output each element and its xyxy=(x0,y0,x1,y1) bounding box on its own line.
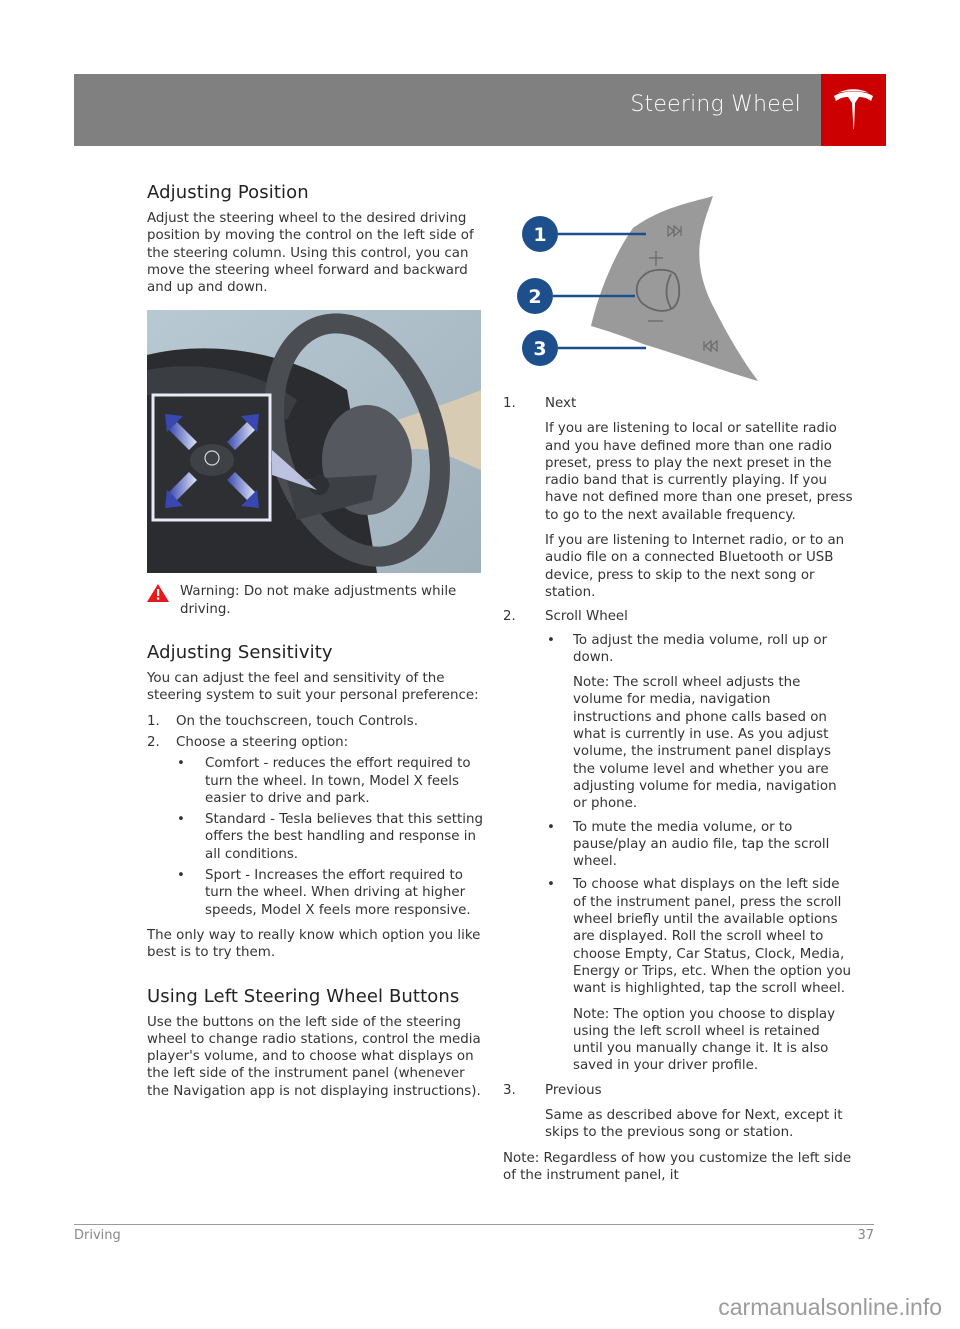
watermark: carmanualsonline.info xyxy=(718,1294,942,1320)
list-item-scroll-wheel xyxy=(503,608,853,625)
list-item xyxy=(147,734,487,751)
bullet-icon: • xyxy=(177,812,185,828)
list-item-next xyxy=(503,395,853,412)
list-text: Choose a steering option: xyxy=(176,734,349,750)
previous-para: Same as described above for Next, except it skips to the previous song or station. xyxy=(545,1107,843,1141)
list-number: 1. xyxy=(503,396,516,411)
tesla-logo-icon xyxy=(821,74,886,146)
steering-column-adjust-illustration xyxy=(147,310,481,573)
list-item-comfort xyxy=(147,755,487,807)
warning-text: Warning: Do not make adjustments while driving. xyxy=(180,584,457,617)
bullet-icon: • xyxy=(177,868,185,884)
button-panel-shape xyxy=(591,196,758,381)
note-text: Note: The scroll wheel adjusts the volume for media, navigation instructions and phone calls based on what is currently in use. As you adjust volume, the instrument panel displays the volume level and whether you are adjusting volume for media, navigation or phone. xyxy=(573,675,837,812)
option-text: Sport - Increases the effort required to turn the wheel. When driving at higher speeds, Model X feels more responsive. xyxy=(205,868,471,918)
bullet-icon: • xyxy=(547,632,555,648)
callout-2-badge xyxy=(517,278,553,314)
bullet-icon: • xyxy=(177,756,185,772)
page-header-bar xyxy=(74,74,821,146)
callout-1-badge xyxy=(522,216,558,252)
list-item-standard xyxy=(147,811,487,863)
bullet-text: To choose what displays on the left side of the instrument panel, press the scroll wheel briefly until the available options are displayed. Roll the scroll wheel to choose Empty, Car Status, Clock, Media, Energy or Trips, etc. When the option you want is highlighted, tap the scroll wheel. xyxy=(573,877,852,997)
list-number: 1. xyxy=(147,713,160,729)
footer-section-label: Driving xyxy=(74,1228,121,1243)
steering-illustration-icon xyxy=(147,310,481,573)
option-text: Standard - Tesla believes that this setting offers the best handling and response in all conditions. xyxy=(205,812,483,862)
list-item-sport xyxy=(147,867,487,919)
page-title: Steering Wheel xyxy=(630,92,801,117)
list-number: 2. xyxy=(147,734,160,750)
list-number: 3. xyxy=(503,1082,516,1098)
section-heading-left-buttons: Using Left Steering Wheel Buttons xyxy=(147,985,460,1007)
right-column xyxy=(503,182,853,1184)
section-heading-adjusting-sensitivity: Adjusting Sensitivity xyxy=(147,642,333,664)
list-title: Previous xyxy=(545,1082,602,1098)
warning-callout xyxy=(147,583,487,618)
sensitivity-closing: The only way to really know which option you like best is to try them. xyxy=(147,927,481,961)
left-column xyxy=(147,182,487,1100)
steering-options-list xyxy=(147,755,487,919)
list-number: 2. xyxy=(503,609,516,625)
note-text: Note: The option you choose to display using the left scroll wheel is retained until you manually change it. It is also saved in your driver profile. xyxy=(573,1006,836,1074)
left-buttons-diagram xyxy=(513,186,773,386)
bullet-item xyxy=(503,876,853,997)
adjusting-sensitivity-body: You can adjust the feel and sensitivity of the steering system to suit your personal preference: xyxy=(147,671,479,704)
list-item xyxy=(147,713,487,730)
page-number: 37 xyxy=(857,1228,874,1243)
bullet-item xyxy=(503,632,853,667)
warning-triangle-icon xyxy=(147,584,169,602)
next-para-1: If you are listening to local or satellite radio and you have defined more than one radio preset, press to play the next preset in the radio band that is currently playing. If you have not defined more than one preset, press to go to the next available frequency. xyxy=(545,421,853,523)
bullet-text: To adjust the media volume, roll up or down. xyxy=(573,632,828,665)
bullet-icon: • xyxy=(547,877,555,893)
svg-text:2: 2 xyxy=(528,286,542,308)
section-heading-adjusting-position: Adjusting Position xyxy=(147,182,309,203)
bullet-icon: • xyxy=(547,819,555,835)
left-buttons-body: Use the buttons on the left side of the steering wheel to change radio stations, control the media player's volume, and to choose what displays on the left side of the instrument panel (whenever the Navigation app is not displaying instructions). xyxy=(147,1014,481,1099)
adjusting-position-body: Adjust the steering wheel to the desired driving position by moving the control on the left side of the steering column. Using this control, you can move the steering wheel forward and backward and up and down. xyxy=(147,211,474,296)
next-para-2: If you are listening to Internet radio, or to an audio file on a connected Bluetooth or USB device, press to skip to the next song or station. xyxy=(545,533,845,600)
list-item-previous xyxy=(503,1082,853,1099)
bullet-item xyxy=(503,819,853,871)
svg-text:1: 1 xyxy=(533,224,547,246)
list-text: On the touchscreen, touch Controls. xyxy=(176,713,418,729)
svg-text:3: 3 xyxy=(533,338,547,360)
closing-note: Note: Regardless of how you customize the left side of the instrument panel, it xyxy=(503,1150,852,1183)
callout-3-badge xyxy=(522,330,558,366)
footer-divider xyxy=(74,1224,874,1225)
bullet-text: To mute the media volume, or to pause/play an audio file, tap the scroll wheel. xyxy=(573,819,830,870)
option-text: Comfort - reduces the effort required to turn the wheel. In town, Model X feels easier to drive and park. xyxy=(205,756,471,806)
list-title: Next xyxy=(545,396,577,411)
list-title: Scroll Wheel xyxy=(545,609,628,625)
brand-logo-box xyxy=(821,74,886,146)
